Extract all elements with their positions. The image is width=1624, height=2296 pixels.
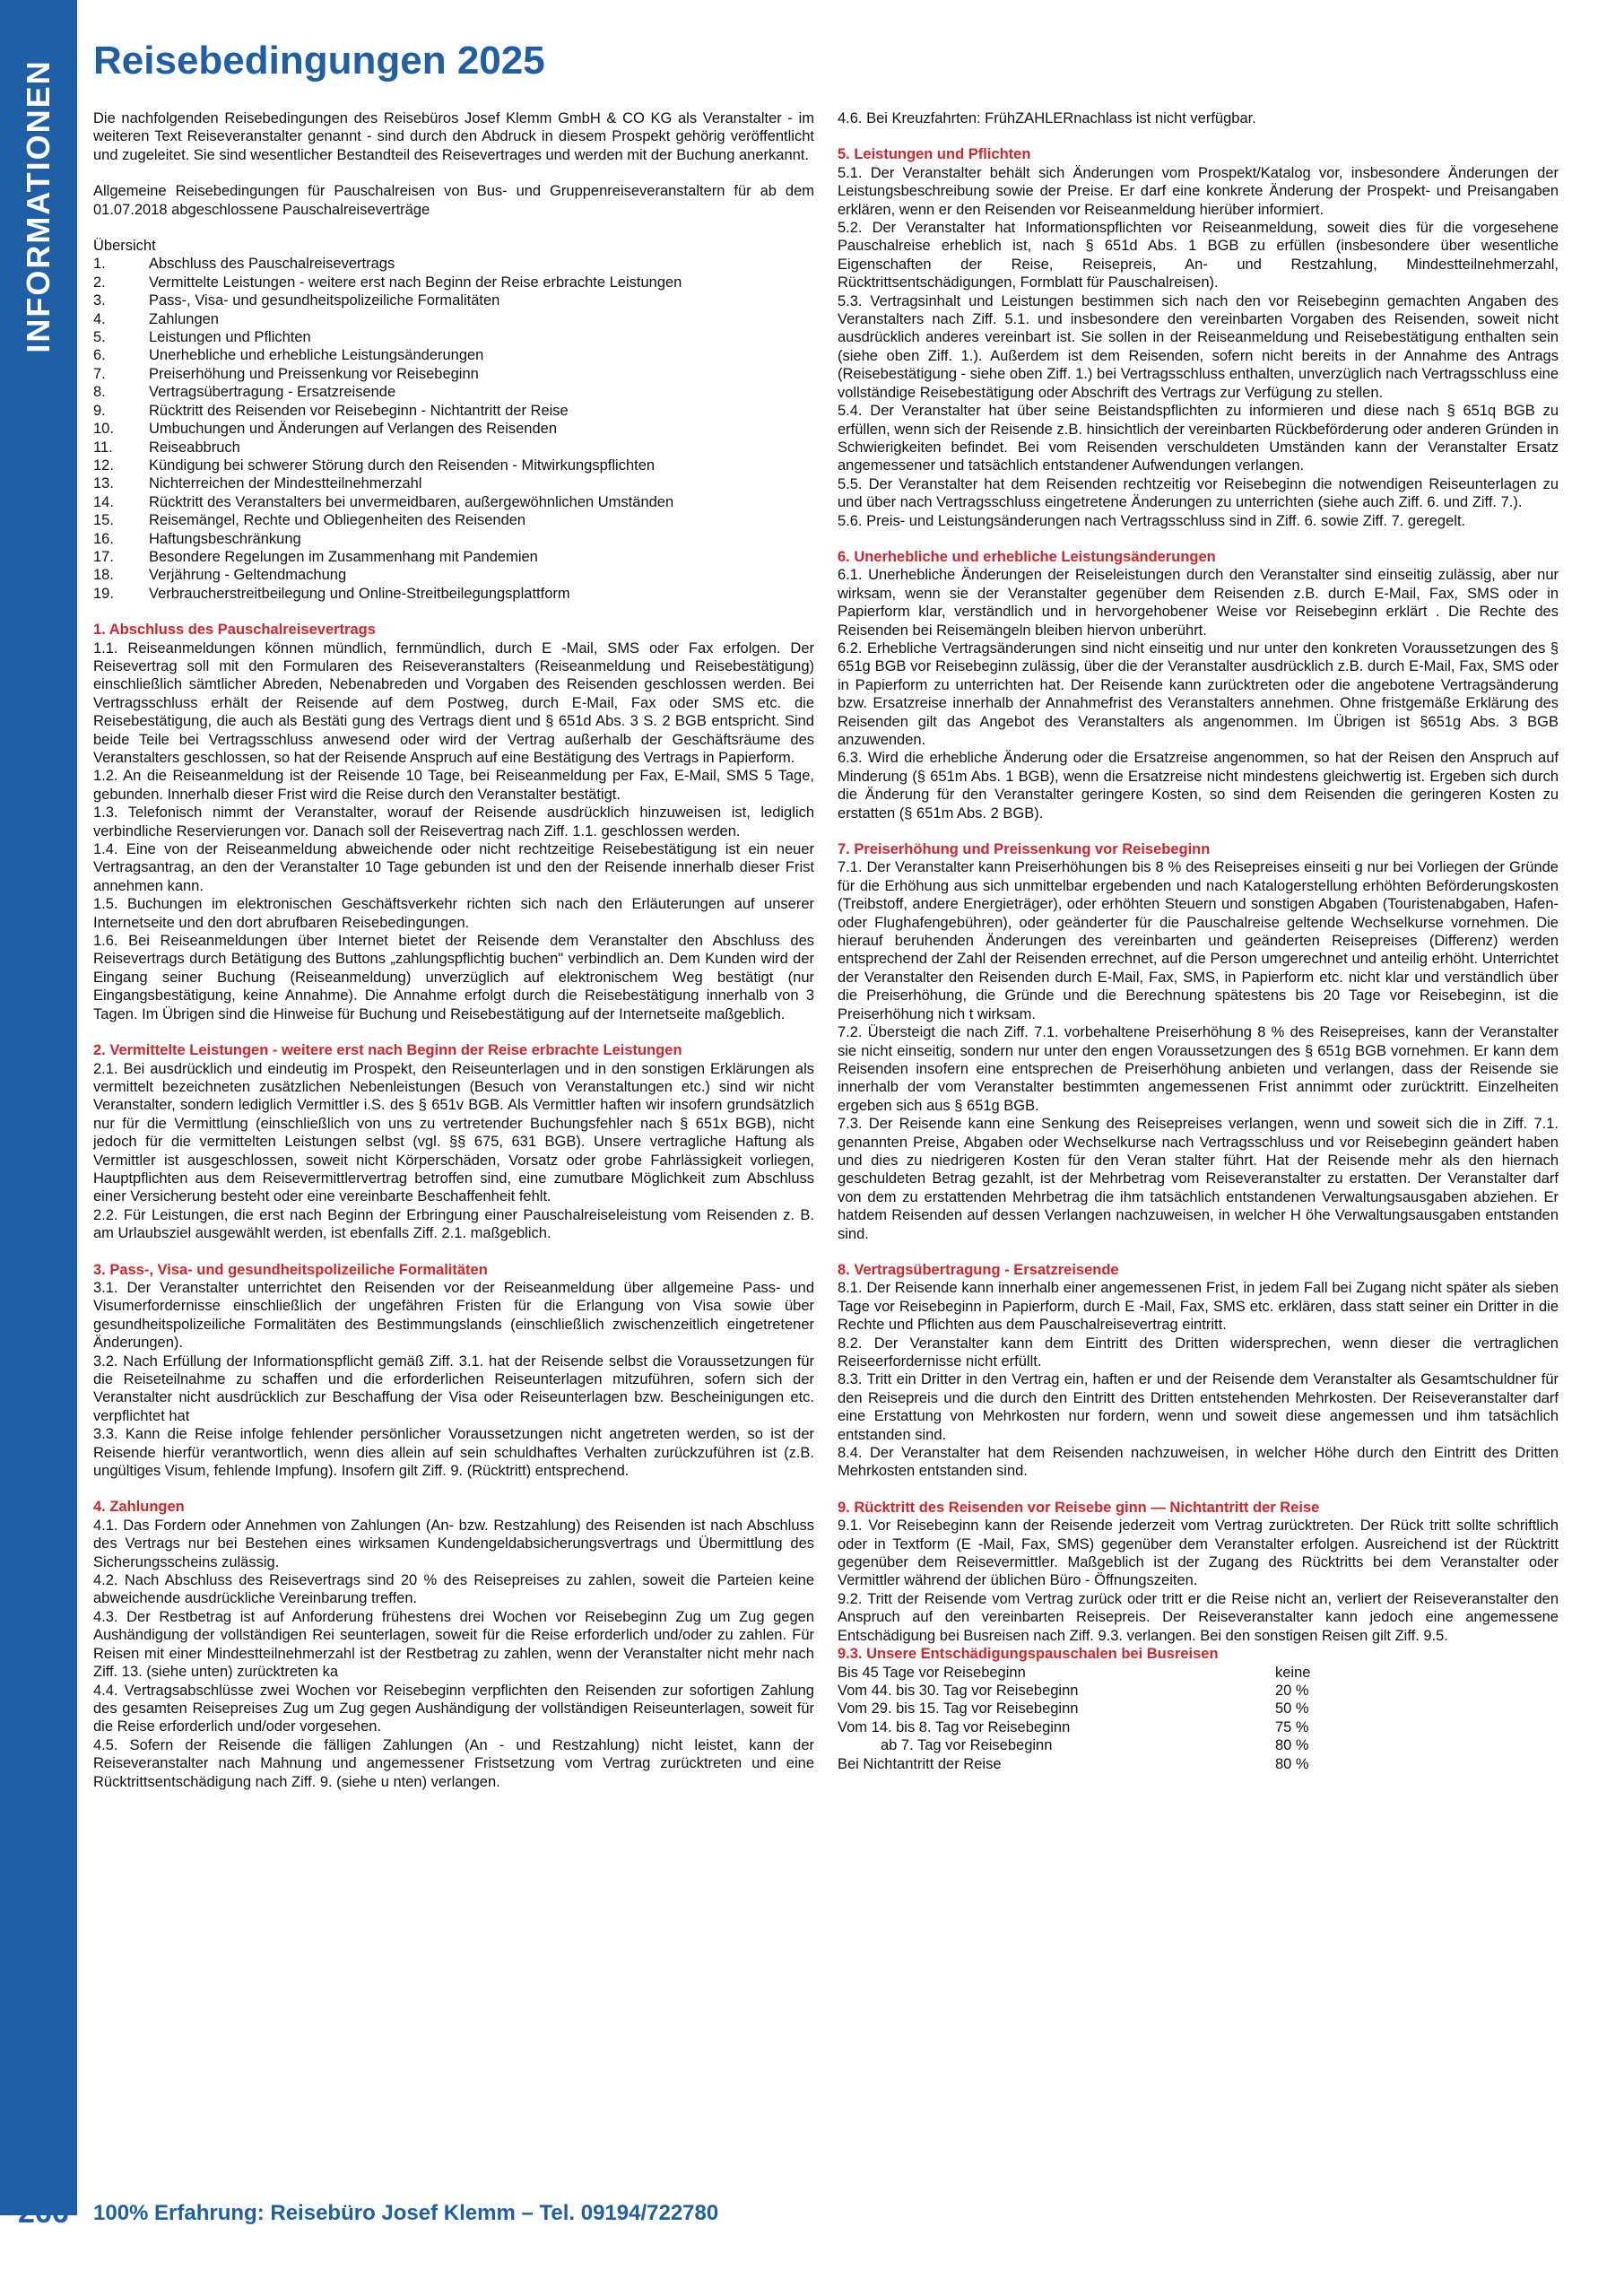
fee-period: Vom 44. bis 30. Tag vor Reisebeginn: [838, 1682, 1079, 1699]
toc-number: 15.: [93, 512, 114, 529]
fee-period: Bei Nichtantritt der Reise: [838, 1755, 1002, 1772]
clause-paragraph: 4.5. Sofern der Reisende die fälligen Zahlungen (An - und Restzahlung) nicht leistet, kann der Reiseveranstalter nach Mahnung und angemessener Fristsetzung vom Vertrag zurücktreten und eine Rücktrittsentschädigung nach Ziff. 9. (siehe u nten) verlangen.: [93, 1736, 814, 1790]
clause-paragraph: 1.4. Eine von der Reiseanmeldung abweichende oder nicht rechtzeitige Reisebestätigung ist ein neuer Vertragsantrag, an den der Veranstalter 10 Tage gebunden ist und den der Reisende innerhalb dieser Frist annehmen kann.: [93, 841, 814, 894]
fee-period: ab 7. Tag vor Reisebeginn: [881, 1737, 1053, 1754]
left-column: [93, 109, 814, 1791]
intro-paragraph: Die nachfolgenden Reisebedingungen des Reisebüros Josef Klemm GmbH & CO KG als Veranstalter - im weiteren Text Reiseveranstalter genannt - sind durch den Abdruck in diesem Prospekt gehörig veröffentlicht und zugeleitet. Sie sind wesentlicher Bestandteil des Reisevertrages und werden mit der Buchung anerkannt.: [93, 110, 814, 163]
toc-title: Haftungsbeschränkung: [149, 530, 301, 547]
fee-period: Vom 29. bis 15. Tag vor Reisebeginn: [838, 1700, 1079, 1718]
toc-item: [93, 291, 814, 309]
table-row: [838, 1736, 1310, 1754]
intro-paragraph: Allgemeine Reisebedingungen für Pauschalreisen von Bus- und Gruppenreiseveranstaltern für ab dem 01.07.2018 abgeschlossene Pauschalreiseverträge: [93, 183, 814, 218]
toc-title: Preiserhöhung und Preissenkung vor Reisebeginn: [149, 365, 479, 382]
toc-item: [93, 439, 814, 457]
clause-paragraph: 8.2. Der Veranstalter kann dem Eintritt des Dritten widersprechen, wenn dieser die vertraglichen Reiseerfordernisse nicht erfüllt.: [838, 1335, 1559, 1370]
clause-paragraph: 4.6. Bei Kreuzfahrten: FrühZAHLERnachlass ist nicht verfügbar.: [838, 110, 1256, 126]
fee-value: keine: [1275, 1664, 1311, 1681]
toc-title: Vermittelte Leistungen - weitere erst nach Beginn der Reise erbrachte Leistungen: [149, 274, 682, 291]
toc-number: 13.: [93, 475, 114, 492]
clause-paragraph: 1.3. Telefonisch nimmt der Veranstalter, worauf der Reisende ausdrücklich hinzuweisen ist, lediglich verbindliche Reservierungen vor. Danach soll der Reisevertrag nach Ziff. 1.1. geschlossen werden.: [93, 804, 814, 839]
toc-title: Rücktritt des Reisenden vor Reisebeginn - Nichtantritt der Reise: [149, 402, 569, 419]
fee-period: Bis 45 Tage vor Reisebeginn: [838, 1664, 1026, 1681]
toc-item: [93, 274, 814, 291]
clause-paragraph: 4.2. Nach Abschluss des Reisevertrags sind 20 % des Reisepreises zu zahlen, soweit die Parteien keine abweichende ausdrückliche Vereinbarung treffen.: [93, 1572, 814, 1607]
clause-paragraph: 4.1. Das Fordern oder Annehmen von Zahlungen (An- bzw. Restzahlung) des Reisenden ist nach Abschluss des Vertrags nur bei Bestehen eines wirksamen Kundengeldabsicherungsvertrags und Übermittlung des Sicherungsscheins zulässig.: [93, 1517, 814, 1570]
toc-title: Nichterreichen der Mindestteilnehmerzahl: [149, 475, 422, 492]
footer-text: 100% Erfahrung: Reisebüro Josef Klemm – Tel. 09194/722780: [93, 2201, 719, 2225]
toc-item: [93, 457, 814, 474]
toc-item: [93, 420, 814, 438]
toc-item: [93, 383, 814, 401]
toc-title: Umbuchungen und Änderungen auf Verlangen des Reisenden: [149, 421, 558, 438]
clause-paragraph: 1.6. Bei Reiseanmeldungen über Internet bietet der Reisende dem Veranstalter den Abschluss des Reisevertrags durch Betätigung des Buttons „zahlungspflichtig buchen" verbindlich an. Dem Kunden wird der Eingang seiner Buchung (Reiseanmeldung) unverzüglich auf elektronischem Weg bestätigt (nur Eingangsbestätigung, keine Annahme). Die Annahme erfolgt durch die Reisebestätigung innerhalb von 3 Tagen. Im Übrigen sind die Hinweise für Buchung und Reisebestätigung auf der Internetseite maßgeblich.: [93, 933, 814, 1022]
clause-paragraph: 5.3. Vertragsinhalt und Leistungen bestimmen sich nach den vor Reisebeginn gemachten Angaben des Veranstalters nach Ziff. 5.1. und insbesondere den vereinbarten Vorgaben des Reisenden, soweit nicht ausdrücklich anderes vereinbart ist. Sie sollen in der Reiseanmeldung und Reisebestätigung enthalten sein (siehe oben Ziff. 1.). Außerdem ist dem Reisenden, sofern nicht bereits in der Annahme des Antrags (Reisebestätigung - siehe oben Ziff. 1.) bei Vertragsschluss enthalten, unverzüglich nach Vertragsschluss eine vollständige Reisebestätigung oder Abschrift des Vertrags zur Verfügung zu stellen.: [838, 292, 1559, 401]
toc-item: [93, 530, 814, 548]
table-row: [838, 1682, 1310, 1700]
clause-paragraph: 7.1. Der Veranstalter kann Preiserhöhungen bis 8 % des Reisepreises einseiti g nur bei Vorliegen der Gründe für die Erhöhung aus sich unmittelbar ergebenden und nach Katalogerstellung erhöhten Beförderungskosten (Treibstoff, andere Energieträger), oder erhöhten Steuern und sonstigen Abgaben (Touristenabgaben, Hafen- oder Flughafengebühren), oder geänderter für die Pauschalreise geltende Wechselkurse vornehmen. Die hierauf beruhenden Änderungen des vereinbarten und geänderten Reisepreises (Differenz) werden entsprechend der Zahl der Reisenden errechnet, auf die Person umgerechnet und anteilig erhöht. Unterrichtet der Veranstalter den Reisenden durch E-Mail, Fax, SMS, in Papierform etc. nicht klar und verständlich über die Preiserhöhung, die Gründe und die Berechnung spätestens bis 20 Tage vor Reisebeginn, ist die Preiserhöhung nich t wirksam.: [838, 859, 1559, 1022]
table-row: [838, 1664, 1310, 1682]
clause-paragraph: 8.3. Tritt ein Dritter in den Vertrag ein, haften er und der Reisende dem Veranstalter als Gesamtschuldner für den Reisepreis und die durch den Eintritt des Dritten entstehenden Mehrkosten. Der Reiseveranstalter darf eine Erstattung von Mehrkosten nur fordern, wenn und soweit diese angemessen und ihm tatsächlich entstanden sind.: [838, 1371, 1559, 1443]
toc-title: Verjährung - Geltendmachung: [149, 567, 347, 584]
fee-value: 75 %: [1275, 1718, 1309, 1735]
toc-title: Unerhebliche und erhebliche Leistungsänderungen: [149, 347, 484, 364]
toc-item: [93, 255, 814, 273]
clause-paragraph: 3.1. Der Veranstalter unterrichtet den Reisenden vor der Reiseanmeldung über allgemeine Pass- und Visumerfordernisse einschließlich der ungefähren Fristen für die Erlangung von Visa sowie über gesundheitspolizeiliche Formalitäten des Bestimmungslands (einschließlich zwischenzeitlich eingetretener Änderungen).: [93, 1279, 814, 1352]
section-heading: 8. Vertragsübertragung - Ersatzreisende: [838, 1261, 1119, 1278]
toc-number: 1.: [93, 256, 106, 273]
clause-paragraph: 7.2. Übersteigt die nach Ziff. 7.1. vorbehaltene Preiserhöhung 8 % des Reisepreises, kann der Veranstalter sie nicht einseitig, sondern nur unter den engen Voraussetzungen des § 651g BGB vornehmen. Er kann dem Reisenden insofern eine entsprechen de Preiserhöhung anbieten und verlangen, dass der Reisende sie innerhalb der vom Veranstalter bestimmten angemessenen Frist annimmt oder zurücktritt. Einzelheiten ergeben sich aus § 651g BGB.: [838, 1024, 1559, 1114]
table-row: [838, 1700, 1310, 1718]
clause-paragraph: 7.3. Der Reisende kann eine Senkung des Reisepreises verlangen, wenn und soweit sich die in Ziff. 7.1. genannten Preise, Abgaben oder Wechselkurse nach Vertragsschluss und vor Reisebeginn geändert haben und dies zu niedrigeren Kosten für den Veran stalter führt. Hat der Reisende mehr als den hiernach geschuldeten Betrag gezahlt, ist der Mehrbetrag vom Reiseveranstalter zu erstatten. Der Veranstalter darf von dem zu erstattenden Mehrbetrag die ihm tatsächlich entstandenen Verwaltungsausgaben abziehen. Er hatdem Reisenden auf dessen Verlangen nachzuweisen, in welcher H öhe Verwaltungsausgaben entstanden sind.: [838, 1116, 1559, 1242]
toc-number: 2.: [93, 274, 106, 291]
toc-number: 7.: [93, 365, 106, 382]
clause-paragraph: 8.4. Der Veranstalter hat dem Reisenden nachzuweisen, in welcher Höhe durch den Eintritt des Dritten Mehrkosten entstanden sind.: [838, 1445, 1559, 1480]
cancellation-fee-table: [838, 1664, 1310, 1773]
toc-number: 8.: [93, 384, 106, 401]
clause-paragraph: 6.1. Unerhebliche Änderungen der Reiseleistungen durch den Veranstalter sind einseitig zulässig, aber nur wirksam, wenn sie der Veranstalter gegenüber dem Reisenden z.B. durch E-Mail, Fax, SMS oder in Papierform klar, verständlich und in hervorgehobener Weise vor Reisebeginn erklärt . Die Rechte des Reisenden bei Reisemängeln bleiben hiervon unberührt.: [838, 567, 1559, 639]
section-heading: 7. Preiserhöhung und Preissenkung vor Reisebeginn: [838, 841, 1211, 858]
fee-value: 80 %: [1275, 1755, 1309, 1772]
toc-item: [93, 511, 814, 529]
section-heading: 2. Vermittelte Leistungen - weitere erst nach Beginn der Reise erbrachte Leistungen: [93, 1042, 682, 1059]
toc-item: [93, 402, 814, 420]
toc-item: [93, 328, 814, 346]
toc-title: Verbraucherstreitbeilegung und Online-Streitbeilegungsplattform: [149, 585, 570, 602]
toc-number: 16.: [93, 530, 114, 547]
clause-paragraph: 2.1. Bei ausdrücklich und eindeutig im Prospekt, den Reiseunterlagen und in den sonstigen Erklärungen als vermittelt bezeichneten zusätzlichen Nebenleistungen (Besuch von Veranstaltungen etc.) sind wir nicht Veranstalter, sondern lediglich Vermittler i.S. des § 651v BGB. Als Vermittler haften wir insofern grundsätzlich nur für die Vermittlung (einschließlich von uns zu vertretender Buchungsfehler nach § 651x BGB), nicht jedoch für die vermittelten Leistungen selbst (vgl. §§ 675, 631 BGB). Unsere vertragliche Haftung als Vermittler ist ausgeschlossen, soweit nicht Körperschäden, Vorsatz oder grobe Fahrlässigkeit vorliegen, Hauptpflichten aus dem Reisevermittlervertrag betroffen sind, eine zumutbare Möglichkeit zum Abschluss einer Versicherung besteht oder eine vereinbarte Beschaffenheit fehlt.: [93, 1060, 814, 1205]
clause-paragraph: 1.2. An die Reiseanmeldung ist der Reisende 10 Tage, bei Reiseanmeldung per Fax, E-Mail, SMS 5 Tage, gebunden. Innerhalb dieser Frist wird die Reise durch den Veranstalter bestätigt.: [93, 768, 814, 803]
toc-number: 18.: [93, 567, 114, 584]
toc-title: Kündigung bei schwerer Störung durch den Reisenden - Mitwirkungspflichten: [149, 457, 656, 474]
clause-paragraph: 9.1. Vor Reisebeginn kann der Reisende jederzeit vom Vertrag zurücktreten. Der Rück tritt sollte schriftlich oder in Textform (E -Mail, Fax, SMS) gegenüber dem Veranstalter erfolgen. Ausreichend ist der Rücktritt gegenüber dem Reisevermittler. Maßgeblich ist der Zugang des Rücktritts bei dem Veranstalter oder Vermittler während der üblichen Büro - Öffnungszeiten.: [838, 1518, 1559, 1589]
right-column: [838, 109, 1559, 1773]
toc-item: [93, 310, 814, 328]
section-heading: 3. Pass-, Visa- und gesundheitspolizeiliche Formalitäten: [93, 1261, 488, 1278]
section-heading: 4. Zahlungen: [93, 1499, 185, 1516]
clause-paragraph: 3.3. Kann die Reise infolge fehlender persönlicher Voraussetzungen nicht angetreten werden, so ist der Reisende hierfür verantwortlich, wenn dies allein auf sein schuldhaftes Verhalten zurückzuführen ist (z.B. ungültiges Visum, fehlende Impfung). Insofern gilt Ziff. 9. (Rücktritt) entsprechend.: [93, 1426, 814, 1480]
page-number: 266: [18, 2196, 69, 2230]
toc-item: [93, 365, 814, 383]
toc-title: Leistungen und Pflichten: [149, 329, 311, 346]
sidebar-band: [0, 0, 77, 2215]
clause-paragraph: 6.2. Erhebliche Vertragsänderungen sind nicht einseitig und nur unter den konkreten Voraussetzungen des § 651g BGB vor Reisebeginn zulässig, über die der Veranstalter ausdrücklich z.B. durch E-Mail, Fax, SMS oder in Papierform zu unterrichten hat. Der Reisende kann zurücktreten oder die angebotene Vertragsänderung bzw. Ersatzreise innerhalb der Annahmefrist des Veranstalters annehmen. Ohne fristgemäße Erklärung des Reisenden gilt das Angebot des Veranstalters als angenommen. Im Übrigen ist §651g Abs. 3 BGB anzuwenden.: [838, 639, 1559, 748]
toc-title: Vertragsübertragung - Ersatzreisende: [149, 384, 396, 401]
toc-number: 17.: [93, 548, 114, 565]
clause-paragraph: 8.1. Der Reisende kann innerhalb einer angemessenen Frist, in jedem Fall bei Zugang nicht später als sieben Tage vor Reisebeginn in Papierform, durch E -Mail, Fax, SMS etc. erklären, dass statt seiner ein Dritter in die Rechte und Pflichten aus dem Pauschalreisevertrag eintritt.: [838, 1280, 1559, 1334]
toc-item: [93, 548, 814, 566]
toc-item: [93, 566, 814, 584]
toc-number: 12.: [93, 457, 114, 474]
toc-item: [93, 474, 814, 492]
table-row: [838, 1718, 1310, 1736]
section-heading: 5. Leistungen und Pflichten: [838, 146, 1031, 163]
toc-list: [93, 255, 814, 603]
toc-number: 14.: [93, 493, 114, 510]
clause-paragraph: 5.6. Preis- und Leistungsänderungen nach Vertragsschluss sind in Ziff. 6. sowie Ziff. 7. geregelt.: [838, 512, 1466, 529]
toc-title: Reiseabbruch: [149, 439, 240, 456]
clause-paragraph: 9.2. Tritt der Reisende vom Vertrag zurück oder tritt er die Reise nicht an, verliert der Reiseveranstalter den Anspruch auf den vereinbarten Reisepreis. Der Reiseveranstalter kann jedoch eine angemessene Entschädigung bei Busreisen nach Ziff. 9.3. verlangen. Bei den sonstigen Reisen gilt Ziff. 9.5.: [838, 1590, 1559, 1644]
toc-title: Zahlungen: [149, 310, 219, 327]
toc-number: 11.: [93, 439, 113, 456]
fee-value: 80 %: [1275, 1737, 1309, 1754]
table-row: [838, 1755, 1310, 1773]
clause-paragraph: 5.5. Der Veranstalter hat dem Reisenden rechtzeitig vor Reisebeginn die notwendigen Reiseunterlagen zu und über nach Vertragsschluss eingetretene Änderungen zu unterrichten (siehe auch Ziff. 6. und Ziff. 7.).: [838, 475, 1559, 511]
clause-paragraph: 1.1. Reiseanmeldungen können mündlich, fernmündlich, durch E -Mail, SMS oder Fax erfolgen. Der Reisevertrag soll mit den Formularen des Reiseveranstalters (Reiseanmeldung und Reisebestätigung) einschließlich sämtlicher Abreden, Nebenabreden und Vorgaben des Reisenden geschlossen werden. Bei Vertragsschluss erhält der Reisende auf dem Postweg, durch E-Mail, Fax oder SMS etc. die Reisebestätigung, die auch als Bestäti gung des Vertrags dient und § 651d Abs. 3 S. 2 BGB entspricht. Sind beide Teile bei Vertragsschluss anwesend oder wird der Vertrag außerhalb der Geschäftsräume des Veranstalters geschlossen, so hat der Reisende Anspruch auf eine Bestätigung des Vertrags in Papierform.: [93, 639, 814, 766]
clause-paragraph: 5.2. Der Veranstalter hat Informationspflichten vor Reiseanmeldung, soweit dies für die vorgesehene Pauschalreise erheblich ist, nach § 651d Abs. 1 BGB zu erfüllen (insbesondere über wesentliche Eigenschaften der Reise, Reisepreis, An- und Restzahlung, Mindestteilnehmerzahl, Rücktrittsentschädigungen, Formblatt für Pauschalreisen).: [838, 220, 1559, 291]
toc-number: 19.: [93, 585, 114, 602]
section-heading: 1. Abschluss des Pauschalreisevertrags: [93, 622, 376, 639]
toc-item: [93, 346, 814, 364]
clause-paragraph: 1.5. Buchungen im elektronischen Geschäftsverkehr richten sich nach den Erläuterungen auf unserer Internetseite und den dort abrufbaren Reisebedingungen.: [93, 896, 814, 931]
toc-number: 9.: [93, 402, 106, 419]
toc-title: Abschluss des Pauschalreisevertrags: [149, 256, 395, 273]
toc-heading: Übersicht: [93, 238, 156, 255]
toc-title: Besondere Regelungen im Zusammenhang mit Pandemien: [149, 548, 538, 565]
fee-value: 50 %: [1275, 1700, 1309, 1718]
clause-paragraph: 3.2. Nach Erfüllung der Informationspflicht gemäß Ziff. 3.1. hat der Reisende selbst die Voraussetzungen für die Reiseteilnahme zu schaffen und die erforderlichen Reiseunterlagen mitzuführen, sofern sich der Veranstalter nicht ausdrücklich zur Beschaffung der Visa oder Reiseunterlagen bzw. Bescheinigungen etc. verpflichtet hat: [93, 1352, 814, 1424]
toc-title: Rücktritt des Veranstalters bei unvermeidbaren, außergewöhnlichen Umständen: [149, 493, 674, 510]
section-heading: 9. Rücktritt des Reisenden vor Reisebe ginn — Nichtantritt der Reise: [838, 1499, 1320, 1516]
fee-period: Vom 14. bis 8. Tag vor Reisebeginn: [838, 1718, 1071, 1735]
toc-number: 5.: [93, 329, 106, 346]
clause-paragraph: 2.2. Für Leistungen, die erst nach Beginn der Erbringung einer Pauschalreiseleistung vom Reisenden z. B. am Urlaubsziel ausgewählt werden, ist ebenfalls Ziff. 2.1. maßgeblich.: [93, 1206, 814, 1242]
toc-number: 10.: [93, 421, 114, 438]
page-title: Reisebedingungen 2025: [93, 39, 545, 83]
clause-paragraph: 4.3. Der Restbetrag ist auf Anforderung frühestens drei Wochen vor Reisebeginn Zug um Zug gegen Aushändigung der vollständigen Rei seunterlagen, soweit für die Reise erforderlich und/oder zu zahlen. Für Reisen mit einer Mindestteilnehmerzahl ist der Restbetrag zu zahlen, wenn der Veranstalter nicht mehr nach Ziff. 13. (siehe unten) zurücktreten ka: [93, 1608, 814, 1681]
toc-number: 6.: [93, 347, 106, 364]
fee-table-heading: 9.3. Unsere Entschädigungspauschalen bei Busreisen: [838, 1646, 1219, 1663]
toc-title: Reisemängel, Rechte und Obliegenheiten des Reisenden: [149, 512, 526, 529]
toc-number: 4.: [93, 310, 106, 327]
sidebar-label: INFORMATIONEN: [20, 59, 56, 353]
toc-title: Pass-, Visa- und gesundheitspolizeiliche Formalitäten: [149, 292, 500, 309]
clause-paragraph: 4.4. Vertragsabschlüsse zwei Wochen vor Reisebeginn verpflichten den Reisenden zur sofortigen Zahlung des gesamten Reisepreises Zug um Zug gegen Aushändigung der vollständigen Reiseunterlagen, soweit für die Reise erforderlich und/oder vorgesehen.: [93, 1682, 814, 1735]
clause-paragraph: 5.1. Der Veranstalter behält sich Änderungen vom Prospekt/Katalog vor, insbesondere Änderungen der Leistungsbeschreibung sowie der Preise. Er darf eine konkrete Änderung der Prospekt- und Preisangaben erklären, wenn er den Reisenden vor Reiseanmeldung hierüber informiert.: [838, 164, 1559, 218]
section-heading: 6. Unerhebliche und erhebliche Leistungsänderungen: [838, 548, 1216, 565]
fee-value: 20 %: [1275, 1682, 1309, 1699]
toc-item: [93, 493, 814, 511]
clause-paragraph: 6.3. Wird die erhebliche Änderung oder die Ersatzreise angenommen, so hat der Reisen den Anspruch auf Minderung (§ 651m Abs. 1 BGB), wenn die Ersatzreise nicht mindestens gleichwertig ist. Ergeben sich durch die Änderung für den Veranstalter geringere Kosten, so sind dem Reisenden die geringeren Kosten zu erstatten (§ 651m Abs. 2 BGB).: [838, 750, 1559, 822]
clause-paragraph: 5.4. Der Veranstalter hat über seine Beistandspflichten zu informieren und diese nach § 651q BGB zu erfüllen, wenn sich der Reisende z.B. hinsichtlich der vereinbarten Rückbeförderung oder anderen Gründen in Schwierigkeiten befindet. Bei vom Reisenden verschuldeten Umständen kann der Veranstalter Ersatz angemessener und tatsächlich entstandener Aufwendungen verlangen.: [838, 403, 1559, 474]
toc-number: 3.: [93, 292, 106, 309]
toc-item: [93, 585, 814, 603]
